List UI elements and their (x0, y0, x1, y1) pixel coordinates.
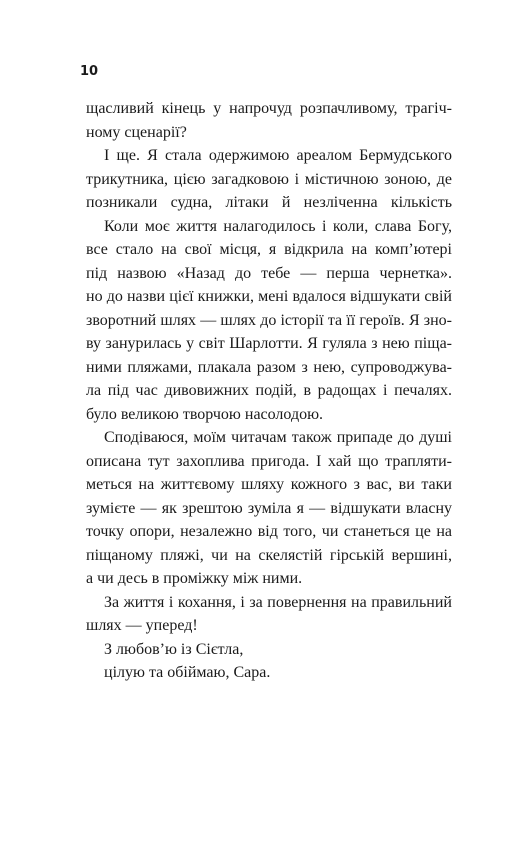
text-line: цілую та обіймаю, Сара. (104, 664, 271, 681)
text-line: Сподіваюся, моїм читачам також припаде до душі (104, 429, 452, 446)
text-line: З любов’ю із Сієтла, (104, 640, 244, 658)
text-line: під назвою «Назад до тебе — перша чернетка». (86, 264, 452, 282)
page-number: 10 (80, 64, 99, 79)
text-line: піщаному пляжі, чи на скелястій гірській вершині, (86, 546, 452, 564)
text-line: меться на життєвому шляху кожного з вас, ви таки (86, 476, 452, 493)
text-line: зумієте — як зрештою зуміла я — відшукати власну (86, 499, 452, 517)
text-line: За життя і кохання, і за повернення на правильний (104, 593, 452, 611)
text-line: І ще. Я стала одержимою ареалом Бермудського (104, 147, 452, 164)
text-line: ному сценарії? (86, 123, 187, 141)
text-line: зворотний шлях — шлях до історії та її героїв. Я зно- (86, 311, 452, 329)
text-line: ними пляжами, плакала разом з нею, супроводжува- (86, 358, 452, 376)
text-line: все стало на свої місця, я відкрила на комп’ютері (86, 241, 452, 258)
text-line: но до назви цієї книжки, мені вдалося відшукати свій (86, 288, 452, 305)
text-line: позникали судна, літаки й незліченна кількість (86, 194, 452, 211)
text-line: було великою творчою насолодою. (86, 405, 324, 423)
body-text (86, 97, 452, 685)
text-line: а чи десь в проміжку між ними. (86, 570, 303, 587)
text-line: шлях — уперед! (86, 617, 198, 634)
text-line: щасливий кінець у напрочуд розпачливому, трагіч- (86, 100, 452, 117)
text-line: точку опори, незалежно від того, чи станеться це на (86, 523, 452, 540)
text-line: описана тут захоплива пригода. І хай що трапляти- (86, 452, 452, 470)
text-line: ла під час дивовижних подій, в радощах і печалях. (86, 382, 452, 399)
text-line: ву занурилась у світ Шарлотти. Я гуляла з нею піща- (86, 335, 452, 352)
text-line: Коли моє життя налагодилось і коли, слава Богу, (104, 217, 452, 235)
text-line: трикутника, цією загадковою і містичною зоною, де (86, 170, 452, 188)
